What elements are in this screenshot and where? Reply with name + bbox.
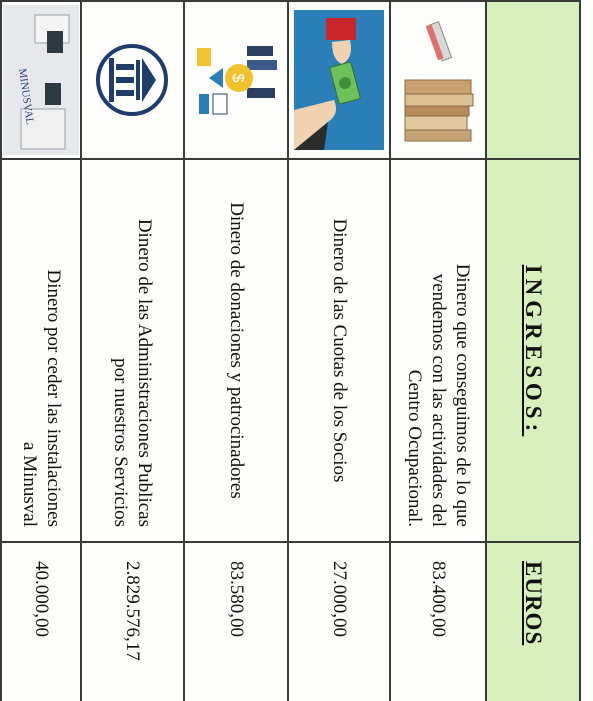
row-amount: 27.000,00	[329, 561, 350, 637]
table-border-left	[0, 0, 581, 2]
money-exchange-icon	[294, 10, 384, 150]
euros-heading: EUROS	[521, 561, 546, 646]
description-line: Dinero que conseguimos de lo que	[452, 263, 473, 527]
ingresos-heading: INGRESOS:	[521, 264, 546, 437]
row-description-cell	[82, 160, 183, 541]
row-amount: 83.400,00	[428, 561, 449, 637]
description-line: Dinero de las Administraciones Publicas	[134, 218, 156, 527]
description-line: Dinero por ceder las instalaciones	[43, 269, 64, 527]
row-image-cell	[289, 2, 389, 158]
row-description-cell	[2, 160, 80, 541]
description-line: a Minusval	[19, 442, 40, 527]
table-row	[0, 0, 80, 701]
row-amount-cell	[2, 543, 80, 701]
row-amount-cell	[82, 543, 183, 701]
description-line: Dinero de donaciones y patrocinadores	[226, 202, 247, 499]
description-line: por nuestros Servicios	[110, 358, 132, 527]
row-amount: 40.000,00	[31, 561, 52, 637]
row-description-cell	[185, 160, 287, 541]
row-amount: 2.829.576,17	[122, 561, 144, 661]
row-image-cell	[82, 2, 183, 158]
description-line: Centro Ocupacional.	[404, 369, 425, 527]
svg-text:$: $	[229, 73, 246, 83]
column-divider	[0, 158, 581, 160]
row-description	[402, 174, 474, 527]
books-icon	[395, 10, 481, 150]
public-administration-icon	[93, 40, 173, 120]
row-description-cell	[391, 160, 485, 541]
row-description	[224, 174, 248, 527]
table-row	[287, 0, 389, 701]
description-line: Dinero de las Cuotas de los Socios	[329, 218, 350, 483]
row-description	[109, 174, 157, 527]
minusval-building-icon	[3, 5, 79, 155]
row-amount: 83.580,00	[226, 561, 247, 637]
row-amount-cell	[185, 543, 287, 701]
header-image-cell	[487, 2, 579, 158]
row-description-cell	[289, 160, 389, 541]
table-row	[80, 0, 183, 701]
column-divider	[0, 541, 581, 543]
row-description	[17, 174, 65, 527]
row-amount-cell	[391, 543, 485, 701]
row-image-cell	[391, 2, 485, 158]
row-image-cell	[185, 2, 287, 158]
row-image-cell	[2, 2, 80, 158]
row-amount-cell	[289, 543, 389, 701]
header-euros-cell	[487, 543, 579, 701]
description-line: vendemos con las actividades del	[428, 273, 449, 527]
header-ingresos-cell	[487, 160, 579, 541]
table-row	[389, 0, 485, 701]
minusval-sign: MINUSVAL	[16, 67, 36, 126]
row-description	[327, 174, 351, 527]
table-row	[183, 0, 287, 701]
table-header	[485, 0, 581, 701]
donation-icon	[191, 40, 281, 120]
